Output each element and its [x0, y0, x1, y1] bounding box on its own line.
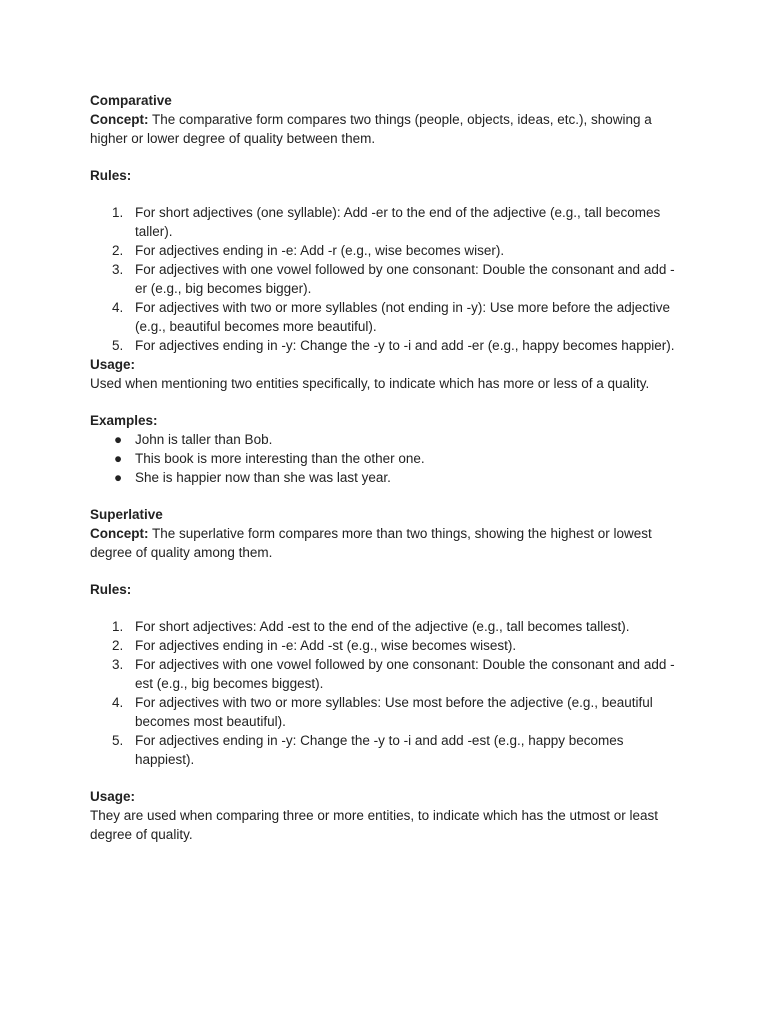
- superlative-rules-label: Rules:: [90, 582, 132, 597]
- example-item: [90, 449, 678, 468]
- superlative-rule-item: [90, 617, 678, 636]
- rule-text: For adjectives ending in -e: Add -r (e.g., wise becomes wiser).: [135, 243, 505, 258]
- superlative-heading: Superlative: [90, 507, 163, 522]
- rule-text: For adjectives with one vowel followed by one consonant: Double the consonant and add -est (e.g., big becomes biggest).: [135, 657, 675, 691]
- rule-text: For adjectives ending in -y: Change the -y to -i and add -er (e.g., happy becomes happier).: [135, 338, 675, 353]
- rule-number: 3.: [112, 262, 124, 277]
- bullet-icon: ●: [114, 432, 123, 447]
- superlative-usage-text: They are used when comparing three or more entities, to indicate which has the utmost or least degree of quality.: [90, 808, 659, 842]
- superlative-concept-text: The superlative form compares more than two things, showing the highest or lowest degree of quality among them.: [90, 526, 652, 560]
- comparative-examples-list: [90, 430, 678, 487]
- rule-text: For short adjectives: Add -est to the end of the adjective (e.g., tall becomes tallest).: [135, 619, 630, 634]
- comparative-rule-item: [90, 336, 678, 355]
- superlative-rule-item: [90, 731, 678, 769]
- comparative-concept: [90, 110, 678, 148]
- rule-number: 2.: [112, 243, 124, 258]
- comparative-concept-label: Concept:: [90, 112, 149, 127]
- comparative-rules-label: Rules:: [90, 168, 132, 183]
- superlative-section: [90, 505, 678, 844]
- superlative-rule-item: [90, 693, 678, 731]
- spacer: [90, 185, 678, 203]
- bullet-icon: ●: [114, 470, 123, 485]
- rule-number: 5.: [112, 733, 124, 748]
- superlative-usage-label: Usage:: [90, 789, 136, 804]
- rule-text: For adjectives with two or more syllables (not ending in -y): Use more before the adjective (e.g., beautiful becomes more beautiful).: [135, 300, 670, 334]
- spacer: [90, 487, 678, 505]
- superlative-rule-item: [90, 655, 678, 693]
- rule-number: 4.: [112, 695, 124, 710]
- comparative-section: [90, 91, 678, 487]
- comparative-rule-item: [90, 260, 678, 298]
- comparative-heading: Comparative: [90, 93, 172, 108]
- superlative-concept-label: Concept:: [90, 526, 149, 541]
- rule-text: For adjectives with one vowel followed by one consonant: Double the consonant and add -er (e.g., big becomes bigger).: [135, 262, 675, 296]
- superlative-concept: [90, 524, 678, 562]
- comparative-rules-list: [90, 203, 678, 355]
- rule-number: 4.: [112, 300, 124, 315]
- example-item: [90, 430, 678, 449]
- spacer: [90, 599, 678, 617]
- rule-number: 3.: [112, 657, 124, 672]
- rule-number: 1.: [112, 619, 124, 634]
- superlative-rules-list: [90, 617, 678, 769]
- comparative-examples-label: Examples:: [90, 413, 158, 428]
- rule-text: For adjectives ending in -e: Add -st (e.g., wise becomes wisest).: [135, 638, 517, 653]
- comparative-concept-text: The comparative form compares two things (people, objects, ideas, etc.), showing a higher or lower degree of quality between them.: [90, 112, 652, 146]
- spacer: [90, 769, 678, 787]
- rule-number: 5.: [112, 338, 124, 353]
- rule-text: For short adjectives (one syllable): Add -er to the end of the adjective (e.g., tall becomes taller).: [135, 205, 661, 239]
- rule-text: For adjectives ending in -y: Change the -y to -i and add -est (e.g., happy becomes happiest).: [135, 733, 624, 767]
- superlative-rule-item: [90, 636, 678, 655]
- bullet-icon: ●: [114, 451, 123, 466]
- comparative-usage-text: Used when mentioning two entities specifically, to indicate which has more or less of a quality.: [90, 376, 650, 391]
- example-text: John is taller than Bob.: [135, 432, 273, 447]
- example-item: [90, 468, 678, 487]
- comparative-rule-item: [90, 298, 678, 336]
- rule-number: 1.: [112, 205, 124, 220]
- spacer: [90, 393, 678, 411]
- example-text: She is happier now than she was last year.: [135, 470, 391, 485]
- comparative-usage-label: Usage:: [90, 357, 136, 372]
- rule-number: 2.: [112, 638, 124, 653]
- example-text: This book is more interesting than the other one.: [135, 451, 425, 466]
- rule-text: For adjectives with two or more syllables: Use most before the adjective (e.g., beautiful becomes most beautiful).: [135, 695, 653, 729]
- spacer: [90, 562, 678, 580]
- comparative-rule-item: [90, 203, 678, 241]
- spacer: [90, 148, 678, 166]
- comparative-rule-item: [90, 241, 678, 260]
